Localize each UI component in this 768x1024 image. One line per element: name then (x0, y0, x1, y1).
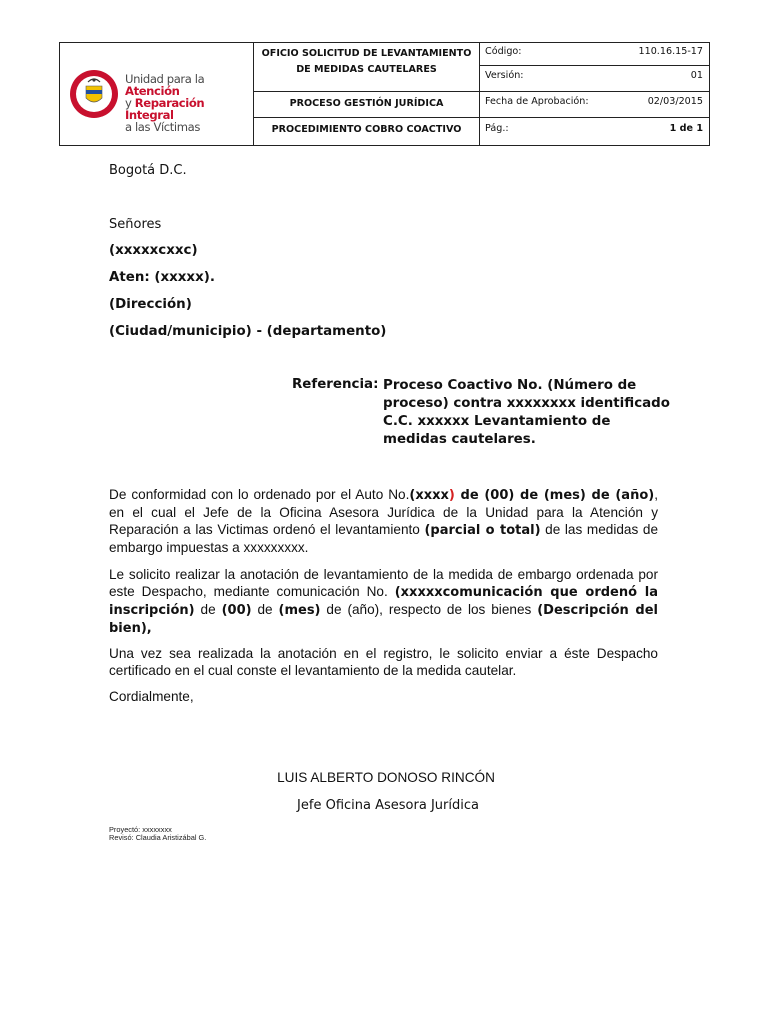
approval-date-value: 02/03/2015 (647, 96, 703, 107)
salutation: Señores (109, 217, 162, 232)
process-name: PROCESO GESTIÓN JURÍDICA (289, 98, 444, 109)
signer-name: LUIS ALBERTO DONOSO RINCÓN (277, 770, 495, 785)
paragraph-2 (109, 566, 658, 637)
table-divider (253, 91, 709, 92)
approval-date-label: Fecha de Aprobación: (485, 96, 589, 107)
communication-number: (xxxxxcomunicación que ordenó la inscripción) (109, 585, 658, 618)
logo-text: y (125, 96, 135, 110)
logo-text: Reparación Integral (125, 96, 205, 122)
logo-wordmark (125, 73, 248, 133)
city-department-line: (Ciudad/municipio) - (departamento) (109, 324, 387, 339)
procedure-name: PROCEDIMIENTO COBRO COACTIVO (271, 124, 462, 135)
logo-text: Unidad para la (125, 72, 205, 86)
communication-month: (mes) (278, 603, 321, 618)
table-divider (479, 43, 480, 145)
paragraph-text: , en el cual el Jefe de la Oficina Asesora Jurídica de la Unidad para la Atención y Reparación a las Victimas ordenó el levantamiento (109, 487, 658, 537)
recipient: (xxxxxcxxc) (109, 243, 198, 258)
title-line: DE MEDIDAS CAUTELARES (296, 64, 437, 75)
paragraph-text: Le solicito realizar la anotación de levantamiento de la medida de embargo ordenada por este Despacho, mediante comunicación No. (109, 567, 658, 599)
reference-line: Proceso Coactivo No. (Número de (383, 378, 637, 393)
address-line: (Dirección) (109, 297, 192, 312)
paragraph-text: De conformidad con lo ordenado por el Auto No. (109, 487, 410, 502)
page-value: 1 de 1 (669, 123, 703, 134)
reference-line: C.C. xxxxxx Levantamiento de (383, 414, 611, 429)
paragraph-text: de las medidas de embargo impuestas a xxxxxxxxx. (109, 522, 659, 555)
reference-line: proceso) contra xxxxxxxx identificado (383, 396, 670, 411)
reference-text (383, 377, 670, 449)
logo-text: a las Víctimas (125, 120, 200, 134)
institution-logo (68, 69, 248, 134)
signer-title: Jefe Oficina Asesora Jurídica (297, 798, 479, 813)
lifting-type: (parcial o total) (424, 523, 541, 538)
codigo-value: 110.16.15-17 (638, 46, 703, 57)
version-value: 01 (690, 70, 703, 81)
attention-line: Aten: (xxxxx). (109, 270, 215, 285)
table-divider (253, 117, 709, 118)
projected-by: Proyectó: xxxxxxxx (109, 825, 172, 834)
document-header-table (59, 42, 710, 146)
auto-number: (xxxx (409, 488, 449, 503)
codigo-label: Código: (485, 46, 522, 57)
goods-description: (Descripción del bien), (109, 603, 658, 636)
paragraph-text: de (año), respecto de los bienes (320, 602, 538, 617)
paragraph-text: de (194, 602, 222, 617)
reference-line: medidas cautelares. (383, 432, 536, 447)
letter-city: Bogotá D.C. (109, 163, 187, 178)
paragraph-1 (109, 486, 658, 556)
reference-label: Referencia: (292, 377, 379, 392)
table-divider (479, 65, 709, 66)
coat-of-arms-icon (68, 68, 120, 120)
reviewed-by: Revisó: Claudia Aristizábal G. (109, 833, 207, 842)
logo-text: Atención (125, 84, 180, 98)
document-title (254, 46, 479, 78)
closing: Cordialmente, (109, 689, 194, 704)
communication-day: (00) (221, 603, 252, 618)
version-label: Versión: (485, 70, 524, 81)
title-line: OFICIO SOLICITUD DE LEVANTAMIENTO (261, 48, 472, 59)
paragraph-text: de (251, 602, 279, 617)
auto-number-close: ) (448, 488, 455, 503)
page-label: Pág.: (485, 123, 509, 134)
paragraph-3: Una vez sea realizada la anotación en el registro, le solicito enviar a éste Despacho certificado en el cual conste el levantamiento de la medida cautelar. (109, 646, 658, 678)
auto-date: de (00) de (mes) de (año) (454, 488, 655, 503)
